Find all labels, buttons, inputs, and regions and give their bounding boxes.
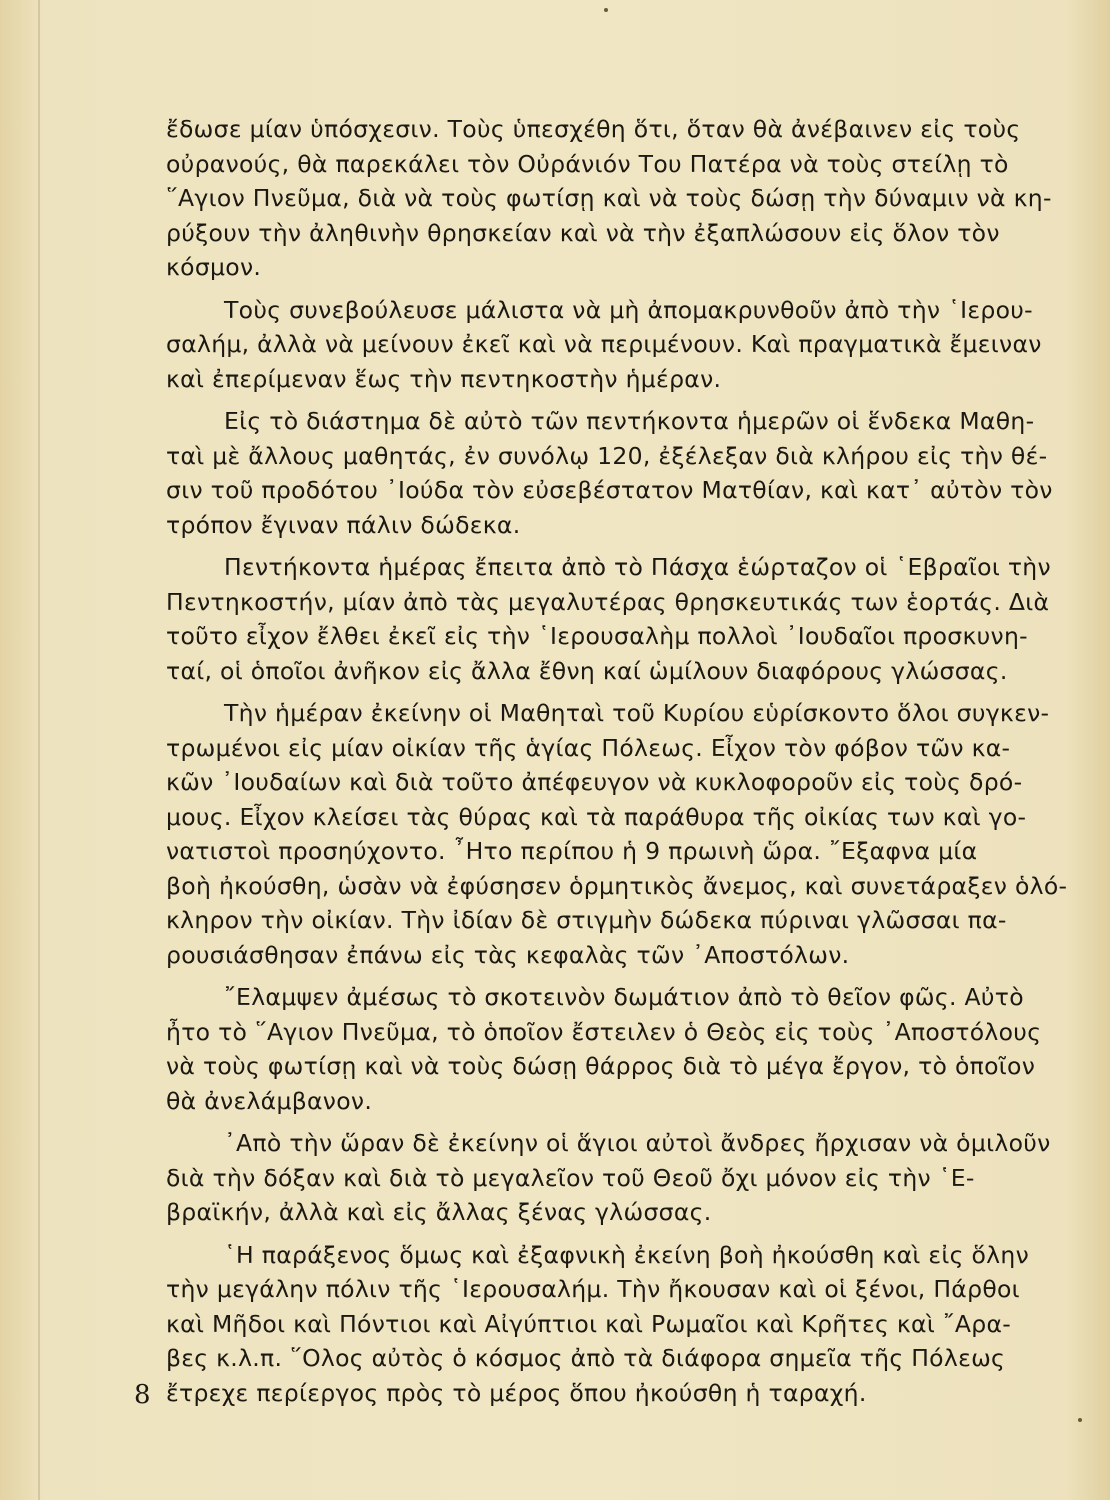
paragraph bbox=[166, 980, 1071, 1118]
text-line: τρόπον ἔγιναν πάλιν δώδεκα. bbox=[166, 510, 521, 539]
text-line: καὶ ἐπερίμεναν ἕως τὴν πεντηκοστὴν ἡμέραν. bbox=[166, 364, 722, 393]
text-line: θὰ ἀνελάμβανον. bbox=[166, 1086, 373, 1115]
text-line: τὴν μεγάλην πόλιν τῆς ῾Ιερουσαλήμ. Τὴν ἤκουσαν καὶ οἱ ξένοι, Πάρθοι bbox=[166, 1275, 1020, 1303]
text-line: Εἰς τὸ διάστημα δὲ αὐτὸ τῶν πεντήκοντα ἡμερῶν οἱ ἕνδεκα Μαθη- bbox=[224, 407, 1035, 435]
page-number: 8 bbox=[134, 1380, 151, 1410]
text-line: κῶν ᾿Ιουδαίων καὶ διὰ τοῦτο ἀπέφευγον νὰ κυκλοφοροῦν εἰς τοὺς δρό- bbox=[166, 768, 1023, 796]
text-line: κληρον τὴν οἰκίαν. Τὴν ἰδίαν δὲ στιγμὴν δώδεκα πύριναι γλῶσσαι πα- bbox=[166, 906, 1007, 934]
paragraph bbox=[166, 112, 1071, 285]
text-line: ᾿Απὸ τὴν ὥραν δὲ ἐκείνην οἱ ἅγιοι αὐτοὶ ἄνδρες ἤρχισαν νὰ ὁμιλοῦν bbox=[224, 1129, 1051, 1157]
text-line: Τοὺς συνεβούλευσε μάλιστα νὰ μὴ ἀπομακρυνθοῦν ἀπὸ τὴν ῾Ιερου- bbox=[224, 295, 1033, 324]
text-line: ρύξουν τὴν ἀληθινὴν θρησκείαν καὶ νὰ τὴν ἐξαπλώσουν εἰς ὅλον τὸν bbox=[166, 218, 1000, 247]
text-line: Τὴν ἡμέραν ἐκείνην οἱ Μαθηταὶ τοῦ Κυρίου εὑρίσκοντο ὅλοι συγκεν- bbox=[224, 699, 1050, 727]
paragraph bbox=[166, 404, 1071, 542]
text-line: ἦτο τὸ ῞Αγιον Πνεῦμα, τὸ ὁποῖον ἔστειλεν ὁ Θεὸς εἰς τοὺς ᾿Αποστόλους bbox=[166, 1017, 1042, 1046]
text-line: τοῦτο εἶχον ἔλθει ἐκεῖ εἰς τὴν ῾Ιερουσαλὴμ πολλοὶ ᾿Ιουδαῖοι προσκυνη- bbox=[166, 622, 1028, 650]
paragraph bbox=[166, 293, 1071, 397]
paragraph bbox=[166, 1238, 1071, 1411]
text-line: ρουσιάσθησαν ἐπάνω εἰς τὰς κεφαλὰς τῶν ᾿Αποστόλων. bbox=[166, 940, 850, 969]
text-line: σαλήμ, ἀλλὰ νὰ μείνουν ἐκεῖ καὶ νὰ περιμένουν. Καὶ πραγματικὰ ἔμειναν bbox=[166, 330, 1042, 358]
paragraph bbox=[166, 696, 1071, 972]
text-line: Πεντήκοντα ἡμέρας ἔπειτα ἀπὸ τὸ Πάσχα ἑώρταζον οἱ ῾Εβραῖοι τὴν bbox=[224, 553, 1051, 581]
text-line: βοὴ ἠκούσθη, ὡσὰν νὰ ἐφύσησεν ὁρμητικὸς ἄνεμος, καὶ συνετάραξεν ὁλό- bbox=[166, 871, 1068, 900]
text-line: βες κ.λ.π. ῞Ολος αὐτὸς ὁ κόσμος ἀπὸ τὰ διάφορα σημεῖα τῆς Πόλεως bbox=[166, 1344, 1006, 1372]
paragraph bbox=[166, 550, 1071, 688]
text-line: νατιστοὶ προσηύχοντο. ῏Ητο περίπου ἡ 9 πρωινὴ ὥρα. ῎Εξαφνα μία bbox=[166, 837, 978, 865]
body-text bbox=[166, 112, 1071, 1418]
paper-speck bbox=[1078, 1418, 1082, 1422]
text-line: ταὶ μὲ ἄλλους μαθητάς, ἐν συνόλῳ 120, ἐξέλεξαν διὰ κλήρου εἰς τὴν θέ- bbox=[166, 441, 1048, 470]
text-line: σιν τοῦ προδότου ᾿Ιούδα τὸν εὐσεβέστατον Ματθίαν, καὶ κατ᾿ αὐτὸν τὸν bbox=[166, 476, 1053, 504]
text-line: οὐρανούς, θὰ παρεκάλει τὸν Οὐράνιόν Του Πατέρα νὰ τοὺς στείλῃ τὸ bbox=[166, 149, 1009, 178]
paragraph bbox=[166, 1126, 1071, 1230]
text-line: βραϊκήν, ἀλλὰ καὶ εἰς ἄλλας ξένας γλώσσας. bbox=[166, 1198, 712, 1226]
text-line: ἔτρεχε περίεργος πρὸς τὸ μέρος ὅπου ἠκούσθη ἡ ταραχή. bbox=[166, 1378, 867, 1407]
text-line: ῾Η παράξενος ὅμως καὶ ἐξαφνικὴ ἐκείνη βοὴ ἠκούσθη καὶ εἰς ὅλην bbox=[224, 1240, 1030, 1269]
text-line: κόσμον. bbox=[166, 253, 262, 281]
page-fold-line bbox=[38, 0, 40, 1500]
text-line: ταί, οἱ ὁποῖοι ἀνῆκον εἰς ἄλλα ἔθνη καί ὡμίλουν διαφόρους γλώσσας. bbox=[166, 656, 1008, 685]
text-line: ῞Αγιον Πνεῦμα, διὰ νὰ τοὺς φωτίσῃ καὶ νὰ τοὺς δώσῃ τὴν δύναμιν νὰ κη- bbox=[166, 184, 1052, 212]
text-line: καὶ Μῆδοι καὶ Πόντιοι καὶ Αἰγύπτιοι καὶ Ρωμαῖοι καὶ Κρῆτες καὶ ῎Αρα- bbox=[166, 1309, 1012, 1338]
text-line: ῎Ελαμψεν ἀμέσως τὸ σκοτεινὸν δωμάτιον ἀπὸ τὸ θεῖον φῶς. Αὐτὸ bbox=[224, 983, 1024, 1011]
text-line: Πεντηκοστήν, μίαν ἀπὸ τὰς μεγαλυτέρας θρησκευτικάς των ἑορτάς. Διὰ bbox=[166, 587, 1050, 616]
paper-speck bbox=[604, 8, 608, 12]
text-line: τρωμένοι εἰς μίαν οἰκίαν τῆς ἁγίας Πόλεως. Εἶχον τὸν φόβον τῶν κα- bbox=[166, 733, 1011, 762]
text-line: μους. Εἶχον κλείσει τὰς θύρας καὶ τὰ παράθυρα τῆς οἰκίας των καὶ γο- bbox=[166, 802, 1027, 831]
text-line: ἔδωσε μίαν ὑπόσχεσιν. Τοὺς ὑπεσχέθη ὅτι, ὅταν θὰ ἀνέβαινεν εἰς τοὺς bbox=[166, 115, 1021, 143]
text-line: νὰ τοὺς φωτίσῃ καὶ νὰ τοὺς δώσῃ θάρρος διὰ τὸ μέγα ἔργον, τὸ ὁποῖον bbox=[166, 1052, 1036, 1080]
text-line: διὰ τὴν δόξαν καὶ διὰ τὸ μεγαλεῖον τοῦ Θεοῦ ὄχι μόνον εἰς τὴν ῾Ε- bbox=[166, 1163, 975, 1192]
